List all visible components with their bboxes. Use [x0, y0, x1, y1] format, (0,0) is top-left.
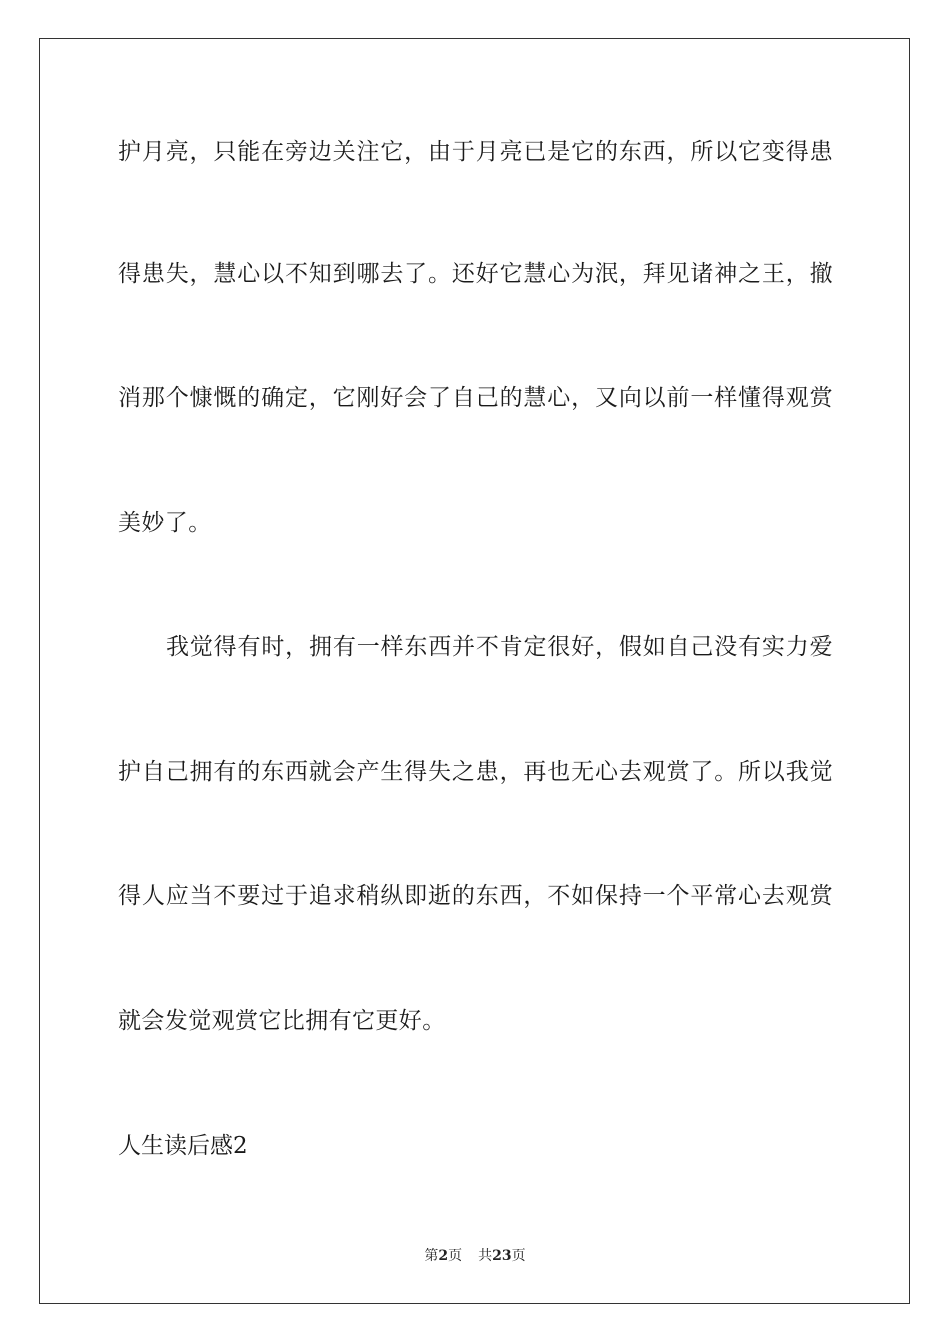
- body-line-8: 就会发觉观赏它比拥有它更好。: [118, 1008, 446, 1034]
- body-line-7: 得人应当不要过于追求稍纵即逝的东西，不如保持一个平常心去观赏: [118, 883, 833, 909]
- body-line-1: 护月亮，只能在旁边关注它，由于月亮已是它的东西，所以它变得患: [118, 139, 833, 165]
- body-line-6: 护自己拥有的东西就会产生得失之患，再也无心去观赏了。所以我觉: [118, 759, 833, 785]
- footer-page-suffix: 页: [448, 1248, 463, 1264]
- footer-total-prefix: 共: [478, 1248, 493, 1264]
- body-line-5: 我觉得有时，拥有一样东西并不肯定很好，假如自己没有实力爱: [166, 634, 833, 660]
- footer-total-suffix: 页: [511, 1248, 526, 1264]
- body-line-3: 消那个慷慨的确定，它刚好会了自己的慧心，又向以前一样懂得观赏: [118, 385, 833, 411]
- footer-total-pages: 23: [492, 1248, 512, 1264]
- page-border: [39, 38, 910, 1304]
- page-footer: [0, 1246, 950, 1266]
- footer-page-number: 2: [438, 1248, 449, 1264]
- section-heading: 人生读后感2: [118, 1133, 248, 1159]
- footer-page-prefix: 第: [424, 1248, 439, 1264]
- body-line-2: 得患失，慧心以不知到哪去了。还好它慧心为泯，拜见诸神之王，撤: [118, 261, 833, 287]
- body-line-4: 美妙了。: [118, 510, 212, 536]
